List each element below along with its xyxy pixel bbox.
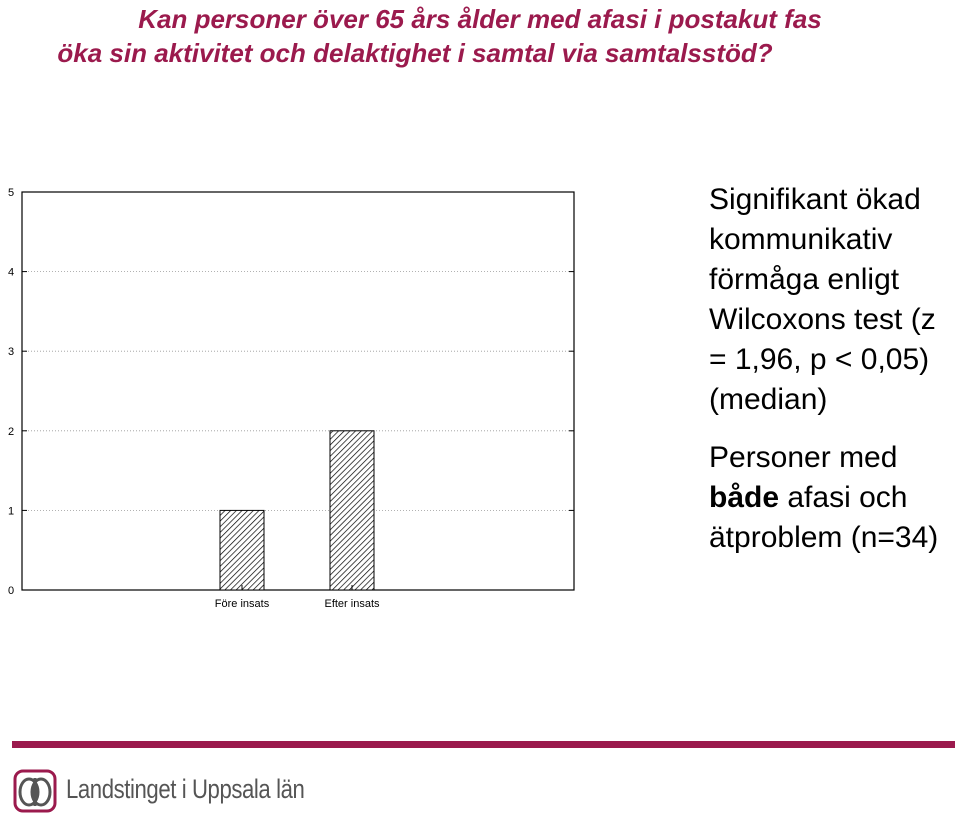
bar-chart bbox=[0, 175, 600, 625]
y-tick-label: 4 bbox=[8, 266, 15, 279]
organization-logo-icon bbox=[12, 768, 58, 814]
plot-frame bbox=[22, 192, 574, 590]
result-paragraph: Signifikant ökad kommunikativ förmåga enligt Wilcoxons test (z = 1,96, p < 0,05) (median) bbox=[709, 183, 936, 416]
organization-name: Landstinget i Uppsala län bbox=[66, 774, 305, 804]
slide-title bbox=[0, 2, 960, 70]
title-line-1: Kan personer över 65 års ålder med afasi i postakut fas bbox=[138, 4, 822, 34]
side-text bbox=[709, 180, 960, 558]
y-tick-label: 3 bbox=[8, 346, 15, 359]
x-tick-label: Efter insats bbox=[324, 598, 380, 610]
y-tick-label: 2 bbox=[8, 425, 15, 438]
population-text-end: afasi och ätproblem (n=34) bbox=[709, 481, 939, 554]
footer-divider bbox=[12, 741, 955, 748]
title-line-2: öka sin aktivitet och delaktighet i samtal via samtalsstöd? bbox=[57, 38, 773, 68]
population-text-start: Personer med bbox=[709, 441, 898, 474]
x-tick-label: Före insats bbox=[214, 598, 270, 610]
bar-fore-insats bbox=[220, 510, 264, 590]
y-tick-label: 5 bbox=[8, 187, 15, 199]
bar-efter-insats bbox=[330, 431, 374, 590]
population-paragraph bbox=[709, 438, 960, 558]
population-text-bold: både bbox=[709, 481, 780, 514]
y-tick-label: 0 bbox=[8, 585, 15, 597]
y-tick-label: 1 bbox=[8, 505, 15, 518]
